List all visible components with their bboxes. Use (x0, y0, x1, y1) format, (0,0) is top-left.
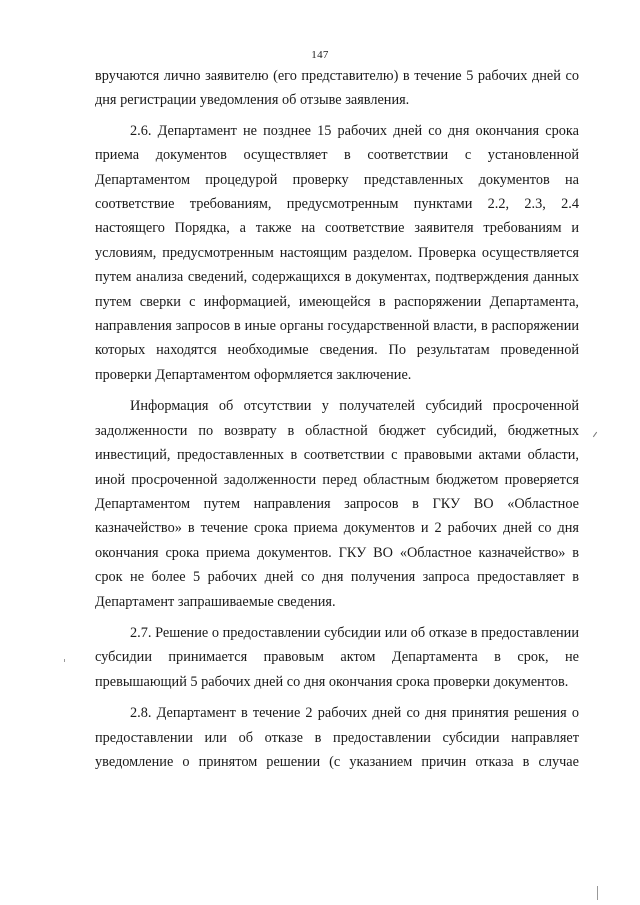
paragraph-2-6: 2.6. Департамент не позднее 15 рабочих дней со дня окончания срока приема документов осуществляет в соответствии с установленной Департаментом процедурой проверку представленных документов на соответствие требованиям, предусмотренным пунктами 2.2, 2.3, 2.4 настоящего Порядка, а также на соответствие заявителя требованиям и условиям, предусмотренным настоящим разделом. Проверка осуществляется путем анализа сведений, содержащихся в документах, подтверждения данных путем сверки с информацией, имеющейся в распоряжении Департамента, направления запросов в иные органы государственной власти, в распоряжении которых находятся необходимые сведения. По результатам проведенной проверки Департаментом оформляется заключение. (95, 122, 579, 383)
paragraph-2-7: 2.7. Решение о предоставлении субсидии или об отказе в предоставлении субсидии принимается правовым актом Департамента в срок, не превышающий 5 рабочих дней со дня окончания срока проверки документов. (95, 624, 579, 690)
paragraph-continuation: вручаются лично заявителю (его представителю) в течение 5 рабочих дней со дня регистрации уведомления об отзыве заявления. (95, 68, 579, 109)
document-body (95, 64, 579, 774)
scan-mark (597, 886, 598, 900)
scan-mark (64, 659, 65, 662)
scan-mark (593, 432, 597, 437)
paragraph-2-8: 2.8. Департамент в течение 2 рабочих дней со дня принятия решения о предоставлении или об отказе в предоставлении субсидии направляет уведомление о принятом решении (с указанием причин отказа в случае (95, 705, 579, 770)
page-number: 147 (311, 49, 329, 61)
paragraph-2-6-information: Информация об отсутствии у получателей субсидий просроченной задолженности по возврату в областной бюджет субсидий, бюджетных инвестиций, предоставленных в соответствии с правовыми актами области, иной просроченной задолженности перед областным бюджетом проверяется Департаментом путем направления запросов в ГКУ ВО «Областное казначейство» в течение срока приема документов и 2 рабочих дней со дня окончания срока приема документов. ГКУ ВО «Областное казначейство» в срок не более 5 рабочих дней со дня получения запроса предоставляет в Департамент запрашиваемые сведения. (95, 398, 579, 610)
